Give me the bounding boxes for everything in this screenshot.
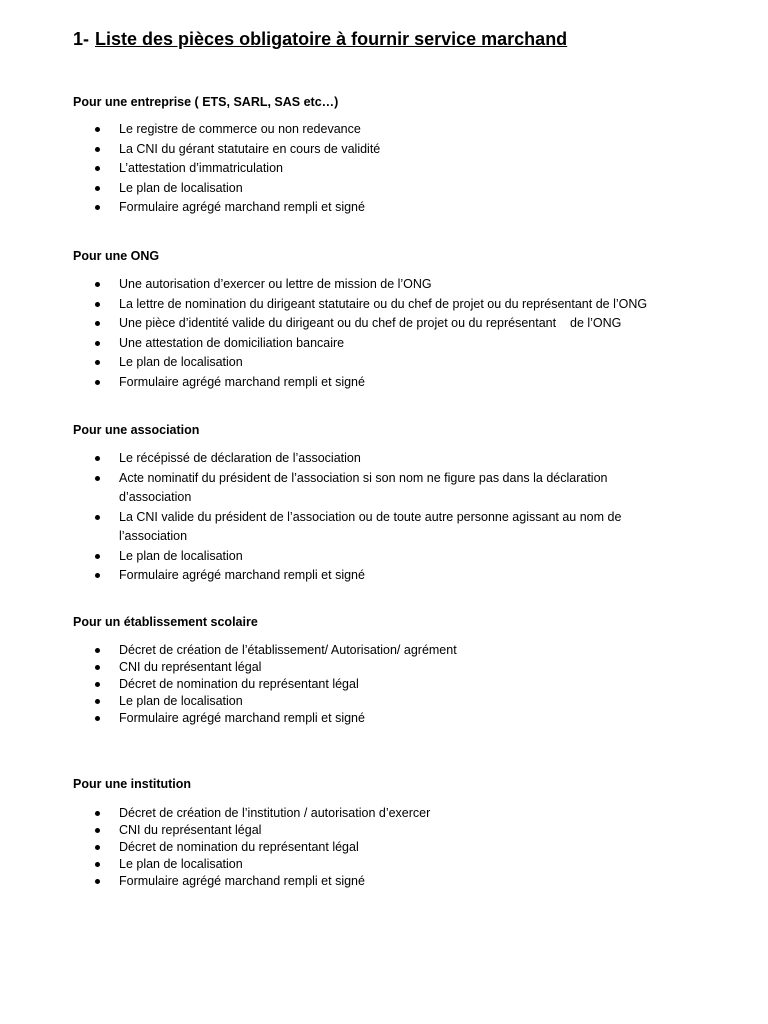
section-entreprise [73, 94, 713, 218]
bullet-icon [95, 321, 100, 326]
bullet-icon [95, 828, 100, 833]
requirement-list [73, 449, 673, 586]
list-item [73, 314, 713, 334]
bullet-icon [95, 879, 100, 884]
list-item-text: Formulaire agrégé marchand rempli et signé [119, 711, 365, 725]
bullet-icon [95, 515, 100, 520]
section-etablissement-scolaire [73, 614, 713, 727]
bullet-icon [95, 554, 100, 559]
section-institution [73, 776, 713, 890]
list-item-text: Acte nominatif du président de l’association si son nom ne figure pas dans la déclaration d’association [119, 470, 608, 504]
list-item [73, 873, 713, 890]
list-item-text: Formulaire agrégé marchand rempli et signé [119, 568, 365, 582]
list-item-text: Le plan de localisation [119, 548, 243, 563]
section-heading: Pour une association [73, 423, 200, 437]
bullet-icon [95, 360, 100, 365]
bullet-icon [95, 845, 100, 850]
bullet-icon [95, 186, 100, 191]
list-item [73, 566, 673, 586]
list-item-text: Une pièce d’identité valide du dirigeant ou du chef de projet ou du représentant de l’ONG [119, 316, 622, 330]
bullet-icon [95, 166, 100, 171]
bullet-icon [95, 648, 100, 653]
section-heading: Pour une entreprise ( ETS, SARL, SAS etc…) [73, 95, 339, 109]
page-title [73, 29, 567, 50]
bullet-icon [95, 147, 100, 152]
title-number: 1- [73, 29, 90, 49]
list-item [73, 449, 673, 469]
bullet-icon [95, 282, 100, 287]
list-item-text: Formulaire agrégé marchand rempli et signé [119, 374, 365, 389]
list-item [73, 642, 713, 659]
list-item [73, 805, 713, 822]
title-text: Liste des pièces obligatoire à fournir service marchand [95, 29, 568, 49]
list-item-text: Décret de création de l’établissement/ Autorisation/ agrément [119, 643, 457, 657]
list-item-text: Formulaire agrégé marchand rempli et signé [119, 200, 365, 214]
list-item [73, 198, 713, 218]
list-item [73, 710, 713, 727]
list-item-text: Décret de nomination du représentant légal [119, 840, 359, 854]
list-item [73, 659, 713, 676]
section-heading: Pour une ONG [73, 249, 160, 263]
list-item [73, 693, 713, 710]
bullet-icon [95, 716, 100, 721]
bullet-icon [95, 456, 100, 461]
section-ong [73, 248, 713, 392]
list-item [73, 508, 673, 547]
list-item-text: Le plan de localisation [119, 355, 243, 369]
list-item [73, 839, 713, 856]
list-item-text: Le récépissé de déclaration de l’association [119, 451, 361, 465]
list-item [73, 373, 713, 393]
bullet-icon [95, 380, 100, 385]
bullet-icon [95, 205, 100, 210]
list-item-text: La CNI valide du président de l’association ou de toute autre personne agissant au nom de l’association [119, 509, 622, 543]
bullet-icon [95, 302, 100, 307]
list-item-text: Une attestation de domiciliation bancaire [119, 335, 345, 350]
list-item [73, 159, 713, 179]
bullet-icon [95, 682, 100, 687]
list-item-text: Formulaire agrégé marchand rempli et signé [119, 874, 365, 888]
list-item-text: CNI du représentant légal [119, 823, 262, 837]
list-item [73, 676, 713, 693]
list-item [73, 334, 713, 354]
list-item-text: CNI du représentant légal [119, 660, 262, 674]
bullet-icon [95, 573, 100, 578]
list-item [73, 295, 713, 315]
list-item [73, 140, 713, 160]
requirement-list [73, 805, 713, 890]
requirement-list [73, 275, 713, 392]
list-item [73, 120, 713, 140]
requirement-list [73, 120, 713, 218]
bullet-icon [95, 811, 100, 816]
section-association [73, 422, 713, 586]
section-heading: Pour un établissement scolaire [73, 615, 258, 629]
bullet-icon [95, 127, 100, 132]
list-item-text: L’attestation d’immatriculation [119, 161, 283, 175]
list-item [73, 275, 713, 295]
bullet-icon [95, 476, 100, 481]
list-item [73, 179, 713, 199]
list-item [73, 469, 673, 508]
requirement-list [73, 642, 713, 727]
bullet-icon [95, 341, 100, 346]
list-item [73, 353, 713, 373]
list-item [73, 856, 713, 873]
list-item-text: Le plan de localisation [119, 857, 243, 871]
list-item-text: Le registre de commerce ou non redevance [119, 122, 361, 136]
list-item [73, 547, 673, 567]
list-item-text: Le plan de localisation [119, 694, 243, 708]
list-item-text: Décret de création de l’institution / autorisation d’exercer [119, 806, 431, 820]
list-item-text: La lettre de nomination du dirigeant statutaire ou du chef de projet ou du représentant de l’ONG [119, 296, 648, 311]
bullet-icon [95, 862, 100, 867]
list-item-text: La CNI du gérant statutaire en cours de validité [119, 141, 381, 156]
section-heading: Pour une institution [73, 777, 192, 791]
list-item-text: Le plan de localisation [119, 180, 243, 195]
list-item [73, 822, 713, 839]
list-item-text: Une autorisation d’exercer ou lettre de mission de l’ONG [119, 277, 432, 291]
bullet-icon [95, 665, 100, 670]
list-item-text: Décret de nomination du représentant légal [119, 677, 359, 691]
bullet-icon [95, 699, 100, 704]
